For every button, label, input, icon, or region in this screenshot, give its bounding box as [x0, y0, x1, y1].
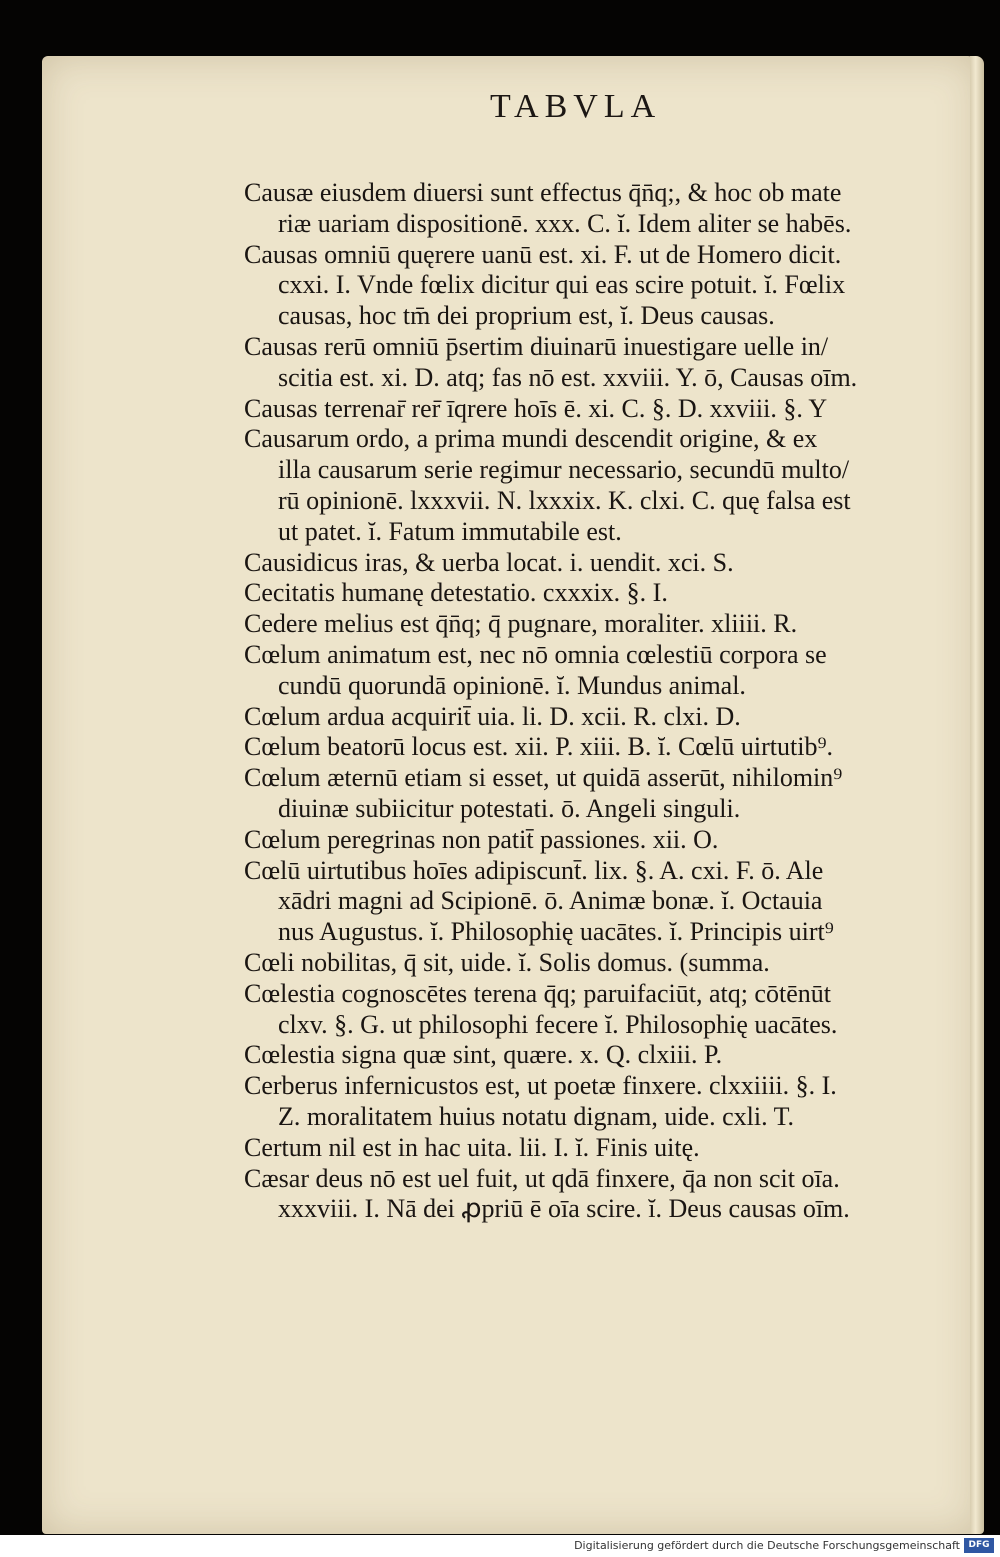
index-line: rū opinionē. lxxxvii. N. lxxxix. K. clxi. C. quę falsa est: [278, 485, 851, 515]
index-line: Cœlum æternū etiam si esset, ut quidā asserūt, nihilomin⁹: [244, 763, 843, 793]
index-line: Cerberus infernicustos est, ut poetæ finxere. clxxiiii. §. I.: [244, 1071, 837, 1101]
index-line: Z. moralitatem huius notatu dignam, uide. cxli. T.: [278, 1101, 795, 1131]
index-line: Cæsar deus nō est uel fuit, ut qdā finxere, q̄a non scit oīa.: [244, 1163, 840, 1193]
index-line: Cœlum ardua acquirit̄ uia. li. D. xcii. R. clxi. D.: [244, 701, 741, 731]
index-line: riæ uariam dispositionē. xxx. C. ĭ. Idem aliter se habēs.: [278, 208, 852, 238]
index-line: cxxi. I. Vnde fœlix dicitur qui eas scire potuit. ĭ. Fœlix: [278, 270, 846, 300]
index-line: Cœlum animatum est, nec nō omnia cœlestiū corpora se: [244, 639, 827, 669]
footer-bar: [0, 1535, 1000, 1557]
index-line: Cœlestia signa quæ sint, quære. x. Q. clxiii. P.: [244, 1040, 723, 1070]
index-line: Causas rerū omniū p̄sertim diuinarū inuestigare uelle in/: [244, 331, 829, 361]
funding-note: Digitalisierung gefördert durch die Deutsche Forschungsgemeinschaft: [574, 1539, 960, 1552]
index-line: illa causarum serie regimur necessario, secundū multo/: [278, 455, 850, 485]
index-line: xādri magni ad Scipionē. ō. Animæ bonæ. ĭ. Octauia: [278, 886, 823, 916]
index-line: Causarum ordo, a prima mundi descendit origine, & ex: [244, 424, 818, 454]
index-line: cundū quorundā opinionē. ĭ. Mundus animal.: [278, 670, 746, 700]
index-line: Cecitatis humanę detestatio. cxxxix. §. I.: [244, 578, 668, 608]
index-line: Cœlestia cognoscētes terena q̄q; paruifaciūt, atq; cōtēnūt: [244, 978, 831, 1008]
index-line: Cœlum beatorū locus est. xii. P. xiii. B. ĭ. Cœlū uirtutib⁹.: [244, 732, 834, 762]
index-line: Causas omniū quęrere uanū est. xi. F. ut de Homero dicit.: [244, 239, 842, 269]
index-line: ut patet. ĭ. Fatum immutabile est.: [278, 516, 622, 546]
index-line: Cœli nobilitas, q̄ sit, uide. ĭ. Solis domus. (summa.: [244, 947, 770, 977]
index-line: Causidicus iras, & uerba locat. i. uendit. xci. S.: [244, 547, 734, 577]
index-text-block: [244, 178, 964, 1225]
index-line: Causæ eiusdem diuersi sunt effectus q̄n̄q;, & hoc ob mate: [244, 178, 842, 207]
index-line: diuinæ subiicitur potestati. ō. Angeli singuli.: [278, 793, 741, 823]
index-line: Causas terrenar̄ rer̄ īqrere hoīs ē. xi. C. §. D. xxviii. §. Y: [244, 393, 828, 423]
index-line: Cœlum peregrinas non patit̄ passiones. xii. O.: [244, 824, 719, 854]
index-line: causas, hoc tm̄ dei proprium est, ĭ. Deus causas.: [278, 301, 775, 331]
index-line: Cedere melius est q̄n̄q; q̄ pugnare, moraliter. xliiii. R.: [244, 609, 798, 639]
index-line: scitia est. xi. D. atq; fas nō est. xxviii. Y. ō, Causas oīm.: [278, 362, 858, 392]
index-line: xxxviii. I. Nā dei ꝓpriū ē oīa scire. ĭ. Deus causas oīm.: [278, 1194, 850, 1224]
page-header: TABVLA: [490, 88, 662, 125]
dfg-logo: DFG: [964, 1538, 994, 1553]
index-line: Certum nil est in hac uita. lii. I. ĭ. Finis uitę.: [244, 1132, 700, 1162]
page-edge: [970, 56, 984, 1534]
index-line: Cœlū uirtutibus hoīes adipiscunt̄. lix. §. A. cxi. F. ō. Ale: [244, 855, 824, 885]
index-line: nus Augustus. ĭ. Philosophię uacātes. ĭ. Principis uirt⁹: [278, 917, 834, 947]
index-line: clxv. §. G. ut philosophi fecere ĭ. Philosophię uacātes.: [278, 1009, 838, 1039]
